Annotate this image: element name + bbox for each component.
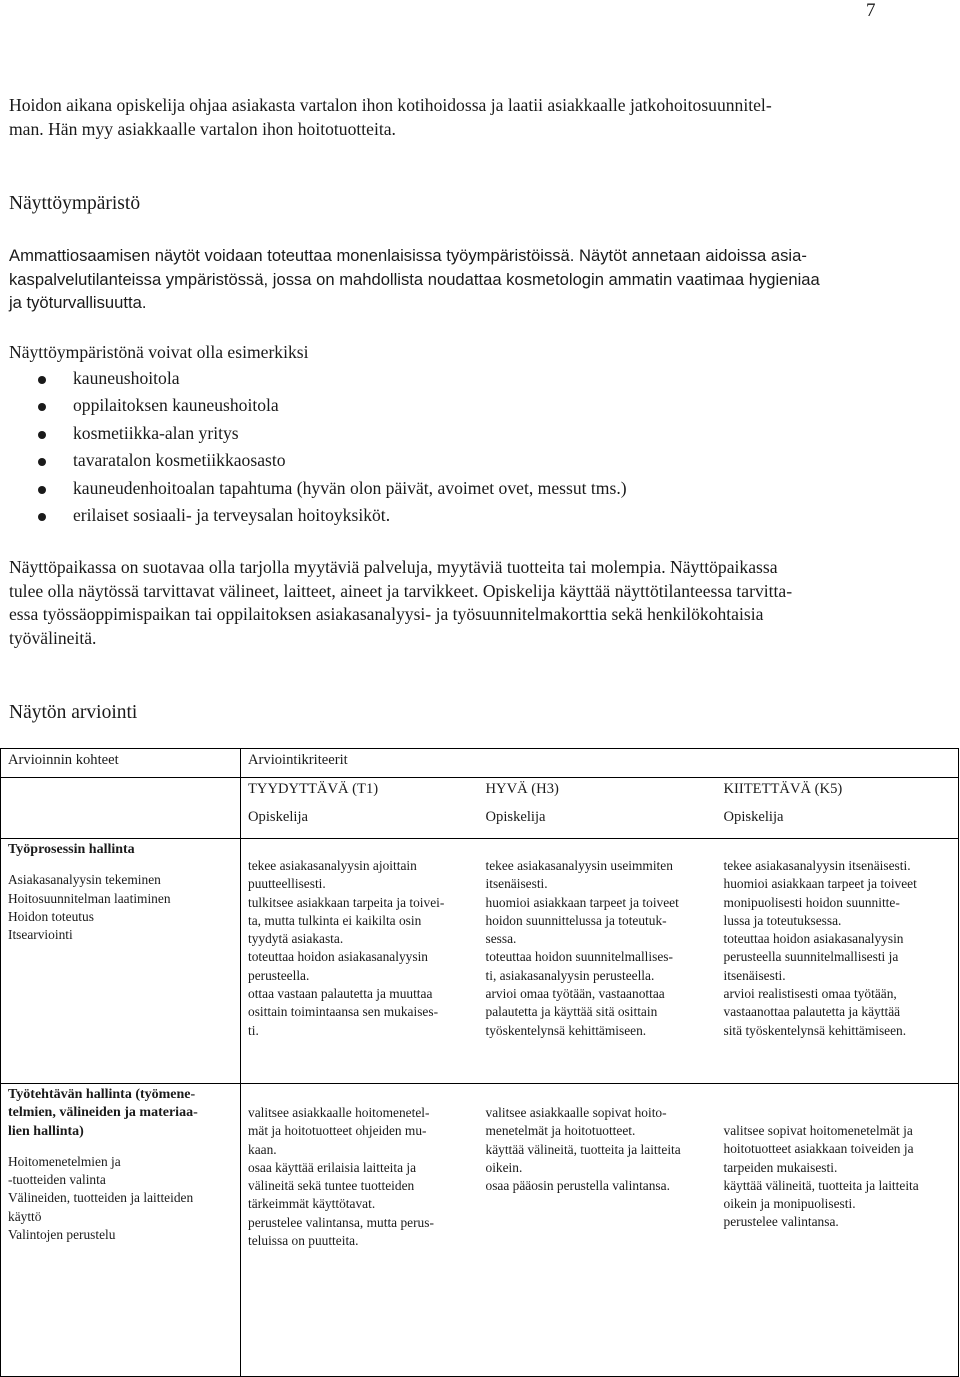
target-item: Valintojen perustelu	[8, 1227, 116, 1243]
criteria-t1	[241, 1084, 479, 1377]
criteria-line: arvioi omaa työtään, vastaanottaa	[485, 986, 665, 1002]
student-label: Opiskelija	[241, 806, 479, 839]
criteria-line: itsenäisesti.	[723, 967, 786, 983]
list-item: kauneushoitola	[38, 365, 627, 392]
list-item: erilaiset sosiaali- ja terveysalan hoitoyksiköt.	[38, 502, 627, 529]
criteria-k5	[717, 839, 959, 1084]
criteria-line: tekee asiakasanalyysin ajoittain	[248, 858, 417, 873]
criteria-line: valitsee asiakkaalle hoitomenetel-	[248, 1105, 430, 1120]
criteria-line: sessa.	[485, 931, 517, 947]
criteria-line: tulkitsee asiakkaan tarpeita ja toivei-	[248, 894, 445, 910]
criteria-line: toteuttaa hoidon suunnitelmallises-	[485, 949, 673, 965]
criteria-line: oikein.	[485, 1159, 523, 1175]
intro-line: man. Hän myy asiakkaalle vartalon ihon hoitotuotteita.	[9, 118, 396, 139]
level-h3: HYVÄ (H3)	[485, 781, 559, 797]
criteria-line: huomioi asiakkaan tarpeet ja toiveet	[723, 876, 917, 892]
empty-cell	[1, 806, 241, 839]
criteria-line: osaa käyttää erilaisia laitteita ja	[248, 1159, 417, 1175]
page-number: 7	[866, 0, 876, 21]
target-cell	[1, 839, 241, 1084]
target-item: Hoitosuunnitelman laatiminen	[8, 890, 171, 906]
level-k5: KIITETTÄVÄ (K5)	[717, 778, 959, 807]
criteria-line: ottaa vastaan palautetta ja muuttaa	[248, 986, 433, 1002]
target-cell	[1, 1084, 241, 1377]
paragraph-line: essa työssäoppimispaikan tai oppilaitoksen asiakasanalyysi- ja työsuunnitelmakorttia sekä henkilökohtaisia	[9, 604, 764, 624]
student-label: Opiskelija	[479, 806, 717, 839]
paragraph-line: työvälineitä.	[9, 627, 97, 648]
level-t1: TYYDYTTÄVÄ (T1)	[241, 778, 479, 807]
criteria-line: itsenäisesti.	[485, 876, 548, 892]
criteria-line: käyttää välineitä, tuotteita ja laitteita	[485, 1141, 681, 1157]
criteria-line: perusteella.	[248, 967, 310, 983]
criteria-line: perustelee valintansa, mutta perus-	[248, 1214, 434, 1230]
target-item: Asiakasanalyysin tekeminen	[8, 872, 161, 888]
list-intro: Näyttöympäristönä voivat olla esimerkiksi	[9, 342, 309, 362]
criteria-line: tekee asiakasanalyysin itsenäisesti.	[723, 858, 911, 873]
empty-cell	[1, 778, 241, 807]
target-title: Työprosessin hallinta	[8, 842, 135, 857]
criteria-line: menetelmät ja hoitotuotteet.	[485, 1123, 636, 1139]
list-item: kauneudenhoitoalan tapahtuma (hyvän olon päivät, avoimet ovet, messut tms.)	[38, 475, 627, 502]
criteria-line: osittain toimintaansa sen mukaises-	[248, 1004, 439, 1020]
target-item: Hoidon toteutus	[8, 908, 94, 924]
criteria-line: palautetta ja käyttää sitä osittain	[485, 1004, 658, 1020]
list-item: kosmetiikka-alan yritys	[38, 420, 627, 447]
target-item: käyttö	[8, 1208, 42, 1224]
list-item: tavaratalon kosmetiikkaosasto	[38, 447, 627, 474]
evaluation-table	[0, 748, 959, 1377]
criteria-line: huomioi asiakkaan tarpeet ja toiveet	[485, 894, 679, 910]
criteria-line: monipuolisesti hoidon suunnitte-	[723, 894, 900, 910]
criteria-line: valitsee sopivat hoitomenetelmät ja	[723, 1123, 913, 1138]
target-item: Välineiden, tuotteiden ja laitteiden	[8, 1190, 194, 1206]
header-targets: Arvioinnin kohteet	[1, 749, 241, 778]
list-item: oppilaitoksen kauneushoitola	[38, 392, 627, 419]
criteria-line: puutteellisesti.	[248, 876, 326, 892]
section-heading-evaluation: Näytön arviointi	[9, 702, 138, 723]
criteria-line: vastaanottaa palautetta ja käyttää	[723, 1004, 901, 1020]
intro-paragraph	[9, 94, 939, 141]
criteria-line: lussa ja toteutuksessa.	[723, 912, 842, 928]
criteria-line: välineitä sekä tuntee tuotteiden	[248, 1178, 415, 1194]
criteria-line: hoitotuotteet asiakkaan toiveiden ja	[723, 1141, 914, 1157]
section-heading-environment: Näyttöympäristö	[9, 193, 141, 214]
paragraph-line: tulee olla näytössä tarvittavat välineet, laitteet, aineet ja tarvikkeet. Opiskelija käyttää näyttötilanteessa tarvitta-	[9, 580, 793, 601]
criteria-line: teluissa on puutteita.	[248, 1233, 359, 1249]
criteria-line: työskentelynsä kehittämiseen.	[485, 1022, 647, 1038]
environment-paragraph	[9, 244, 939, 315]
criteria-line: valitsee asiakkaalle sopivat hoito-	[485, 1105, 667, 1120]
criteria-line: käyttää välineitä, tuotteita ja laitteita	[723, 1177, 919, 1193]
target-item: Itsearviointi	[8, 927, 73, 943]
criteria-line: tärkeimmät käyttötavat.	[248, 1196, 376, 1212]
criteria-h3	[479, 1084, 717, 1377]
criteria-t1	[241, 839, 479, 1084]
criteria-line: ti.	[248, 1022, 259, 1038]
criteria-k5	[717, 1084, 959, 1377]
criteria-line: ti, asiakasanalyysin perusteella.	[485, 967, 655, 983]
criteria-line: tekee asiakasanalyysin useimmiten	[485, 858, 673, 873]
student-label: Opiskelija	[717, 806, 959, 839]
criteria-line: perustelee valintansa.	[723, 1214, 839, 1230]
criteria-line: ta, mutta tulkinta ei kaikilta osin	[248, 912, 422, 928]
criteria-line: arvioi realistisesti omaa työtään,	[723, 986, 897, 1002]
paragraph-line: Näyttöpaikassa on suotavaa olla tarjolla myytäviä palveluja, myytäviä tuotteita tai molempia. Näyttöpaikassa	[9, 557, 778, 577]
target-item: -tuotteiden valinta	[8, 1172, 106, 1188]
criteria-line: osaa pääosin perustella valintansa.	[485, 1178, 670, 1194]
criteria-line: tyydytä asiakasta.	[248, 931, 344, 947]
criteria-h3	[479, 839, 717, 1084]
target-item: Hoitomenetelmien ja	[8, 1153, 121, 1169]
target-title: telmien, välineiden ja materiaa-	[8, 1105, 198, 1121]
target-title: lien hallinta)	[8, 1123, 84, 1139]
criteria-line: kaan.	[248, 1141, 277, 1157]
criteria-line: toteuttaa hoidon asiakasanalyysin	[723, 931, 904, 947]
criteria-line: mät ja hoitotuotteet ohjeiden mu-	[248, 1123, 427, 1139]
criteria-line: sitä työskentelynsä kehittämiseen.	[723, 1022, 907, 1038]
environment-list	[38, 365, 627, 529]
criteria-line: tarpeiden mukaisesti.	[723, 1159, 838, 1175]
paragraph-line: Ammattiosaamisen näytöt voidaan toteuttaa monenlaisissa työympäristöissä. Näytöt annetaan aidoissa asia-	[9, 246, 807, 265]
paragraph-line: ja työturvallisuutta.	[9, 293, 147, 312]
environment-paragraph-2	[9, 556, 939, 650]
criteria-line: hoidon suunnittelussa ja toteutuk-	[485, 912, 667, 928]
criteria-line: toteuttaa hoidon asiakasanalyysin	[248, 949, 428, 965]
criteria-line: oikein ja monipuolisesti.	[723, 1196, 856, 1212]
intro-line: Hoidon aikana opiskelija ohjaa asiakasta vartalon ihon kotihoidossa ja laatii asiakkaalle jatkohoitosuunnitel-	[9, 95, 772, 115]
criteria-line: perusteella suunnitelmallisesti ja	[723, 949, 899, 965]
target-title: Työtehtävän hallinta (työmene-	[8, 1087, 196, 1102]
paragraph-line: kaspalvelutilanteissa ympäristössä, jossa on mahdollista noudattaa kosmetologin ammatin vaatimaa hygieniaa	[9, 269, 820, 289]
header-criteria: Arviointikriteerit	[241, 749, 959, 778]
